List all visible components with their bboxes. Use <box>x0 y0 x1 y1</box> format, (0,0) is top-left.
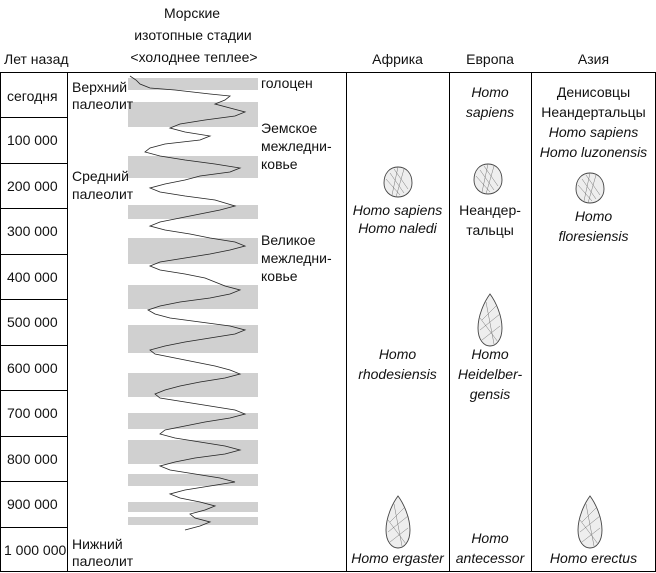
isotope-header-line2: изотопные стадии <box>134 27 252 43</box>
asia-sapiens-label: Homo sapiens <box>548 124 639 140</box>
period-upper-2: палеолит <box>72 96 134 112</box>
africa-ergaster-label: Homo ergaster <box>351 550 444 566</box>
africa-sapiens-label: Homo sapiens <box>352 202 443 218</box>
age-label: 1 000 000 <box>4 542 67 558</box>
isotope-header-line1: Морские <box>163 5 221 21</box>
africa-header: Африка <box>372 51 423 67</box>
europe-antecessor-label-2: antecessor <box>455 550 525 566</box>
europe-header: Европа <box>466 51 514 67</box>
period-lower-1: Нижний <box>72 536 123 552</box>
flake-tool-icon <box>474 164 502 194</box>
eemian-label-1: Эемское <box>261 120 318 136</box>
age-label: 400 000 <box>7 269 58 285</box>
europe-neanderthal-label-1: Неандер- <box>459 202 521 218</box>
asia-header: Азия <box>577 51 610 67</box>
handaxe-tool-icon <box>386 496 410 548</box>
age-label: 300 000 <box>7 223 58 239</box>
handaxe-tool-icon <box>478 294 502 346</box>
age-label: 100 000 <box>7 132 58 148</box>
europe-sapiens-label-1: Homo <box>471 84 509 100</box>
period-middle-1: Средний <box>72 168 129 184</box>
age-label: сегодня <box>7 88 58 104</box>
great-interglacial-label-2: межледни- <box>261 250 332 266</box>
eemian-label-3: ковье <box>261 156 298 172</box>
period-lower-2: палеолит <box>72 553 134 569</box>
age-label: 900 000 <box>7 496 58 512</box>
asia-denisovans-label: Денисовцы <box>556 84 631 100</box>
asia-neanderthals-label: Неандертальцы <box>541 104 646 120</box>
handaxe-tool-icon <box>578 496 602 548</box>
africa-rhodesiensis-label-1: Homo <box>378 346 417 362</box>
age-label: 700 000 <box>7 405 58 421</box>
europe-neanderthal-label-2: тальцы <box>466 222 514 238</box>
eemian-label-2: межледни- <box>261 138 332 154</box>
age-label: 600 000 <box>7 360 58 376</box>
period-middle-2: палеолит <box>72 186 134 202</box>
europe-heidelbergensis-label-3: gensis <box>469 386 511 402</box>
years-ago-header: Лет назад <box>4 51 69 67</box>
age-label: 500 000 <box>7 314 58 330</box>
asia-luzonensis-label: Homo luzonensis <box>539 144 648 160</box>
flake-tool-icon <box>384 167 412 197</box>
period-upper-1: Верхний <box>72 79 128 95</box>
age-label: 800 000 <box>7 451 58 467</box>
europe-heidelbergensis-label-2: Heidelber- <box>457 366 523 382</box>
europe-antecessor-label-1: Homo <box>471 530 509 546</box>
asia-floresiensis-label-2: floresiensis <box>558 228 629 244</box>
great-interglacial-label-1: Великое <box>261 232 316 248</box>
africa-rhodesiensis-label-2: rhodesiensis <box>358 366 437 382</box>
asia-floresiensis-label-1: Homo <box>574 208 613 224</box>
asia-erectus-label: Homo erectus <box>549 550 638 566</box>
great-interglacial-label-3: ковье <box>261 268 298 284</box>
europe-sapiens-label-2: sapiens <box>465 104 515 120</box>
age-label: 200 000 <box>7 178 58 194</box>
flake-tool-icon <box>576 173 604 203</box>
africa-naledi-label: Homo naledi <box>358 220 437 236</box>
europe-heidelbergensis-label-1: Homo <box>471 346 509 362</box>
holocene-label: голоцен <box>261 75 313 91</box>
isotope-header-line3: <холоднее теплее> <box>130 49 258 65</box>
